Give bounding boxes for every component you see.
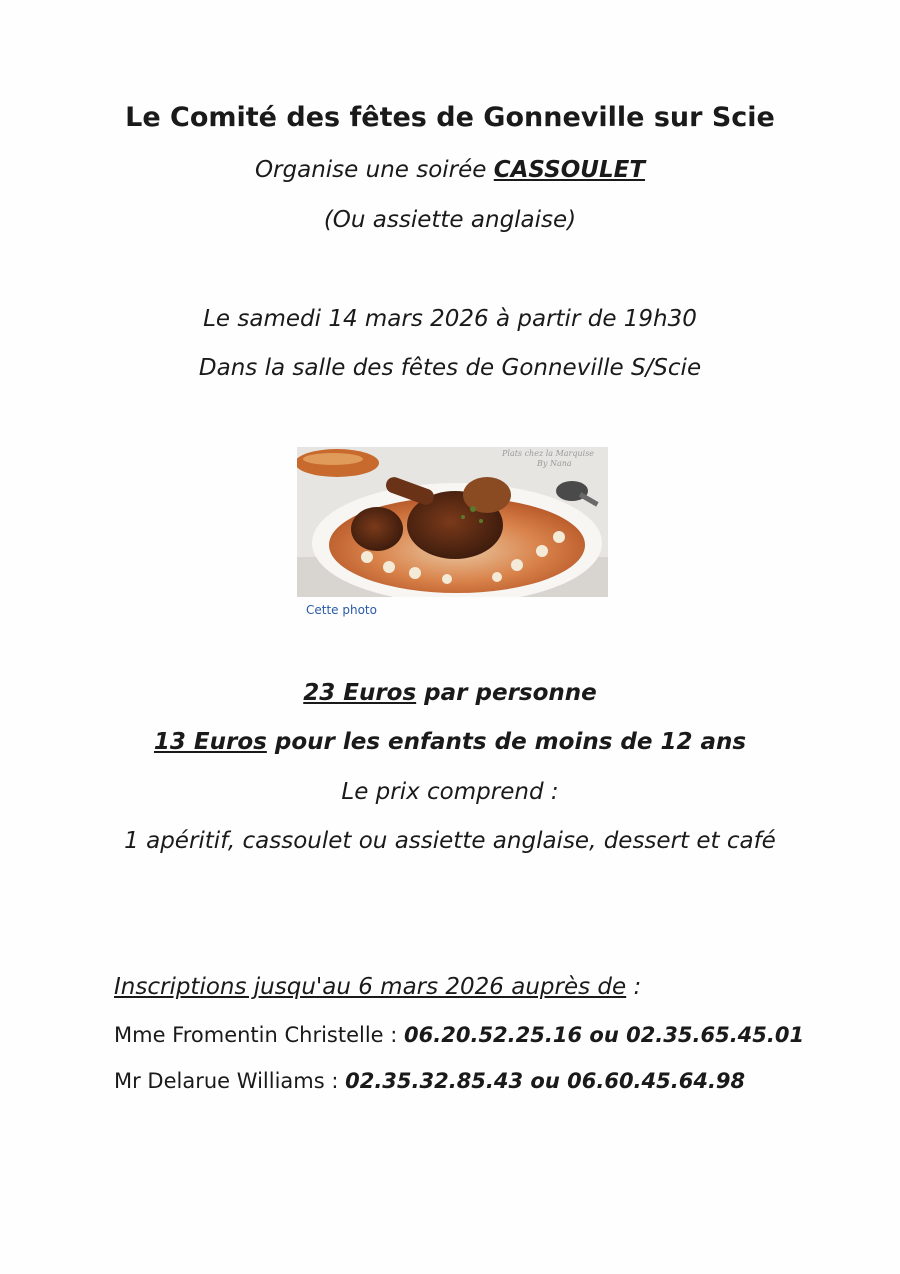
deadline-text: Inscriptions jusqu'au 6 mars 2026 auprès de: [114, 974, 627, 1000]
contact-name: Mme Fromentin Christelle :: [114, 1023, 405, 1047]
contact-phone: 06.20.52.25.16: [404, 1023, 583, 1047]
cassoulet-photo: [297, 447, 608, 597]
contact-phone: 02.35.32.85.43: [345, 1069, 524, 1093]
alternative-dish: (Ou assiette anglaise): [323, 207, 577, 233]
includes-list: 1 apéritif, cassoulet ou assiette anglaise, dessert et café: [124, 828, 776, 854]
child-amount: 13 Euros: [153, 729, 267, 755]
svg-text:By Nana: By Nana: [537, 459, 572, 468]
adult-amount: 23 Euros: [303, 680, 417, 706]
photo-caption-cut: [374, 600, 574, 609]
subtitle-prefix: Organise une soirée: [254, 157, 494, 183]
contact-name: Mr Delarue Williams :: [114, 1069, 346, 1093]
contact-phone: 06.60.45.64.98: [567, 1069, 746, 1093]
event-subtitle: [0, 157, 900, 183]
adult-price: [0, 680, 900, 706]
contact-row: [114, 1023, 804, 1047]
child-price: [0, 729, 900, 755]
event-location: Dans la salle des fêtes de Gonneville S/Scie: [198, 355, 702, 381]
photo-caption: Cette photo: [306, 603, 377, 617]
adult-suffix: par personne: [416, 680, 597, 706]
contact-separator: ou: [523, 1069, 568, 1093]
subtitle-dish: CASSOULET: [493, 157, 646, 183]
contact-row: [114, 1069, 745, 1093]
includes-label: Le prix comprend :: [341, 779, 559, 805]
svg-text:Plats chez la Marquise: Plats chez la Marquise: [502, 449, 595, 458]
event-title: Le Comité des fêtes de Gonneville sur Scie: [125, 102, 775, 133]
event-date: Le samedi 14 mars 2026 à partir de 19h30: [203, 306, 697, 332]
contact-phone: 02.35.65.45.01: [626, 1023, 805, 1047]
contact-separator: ou: [582, 1023, 627, 1047]
deadline-end: :: [626, 974, 642, 1000]
registration-deadline: [114, 974, 641, 1000]
child-suffix: pour les enfants de moins de 12 ans: [266, 729, 747, 755]
